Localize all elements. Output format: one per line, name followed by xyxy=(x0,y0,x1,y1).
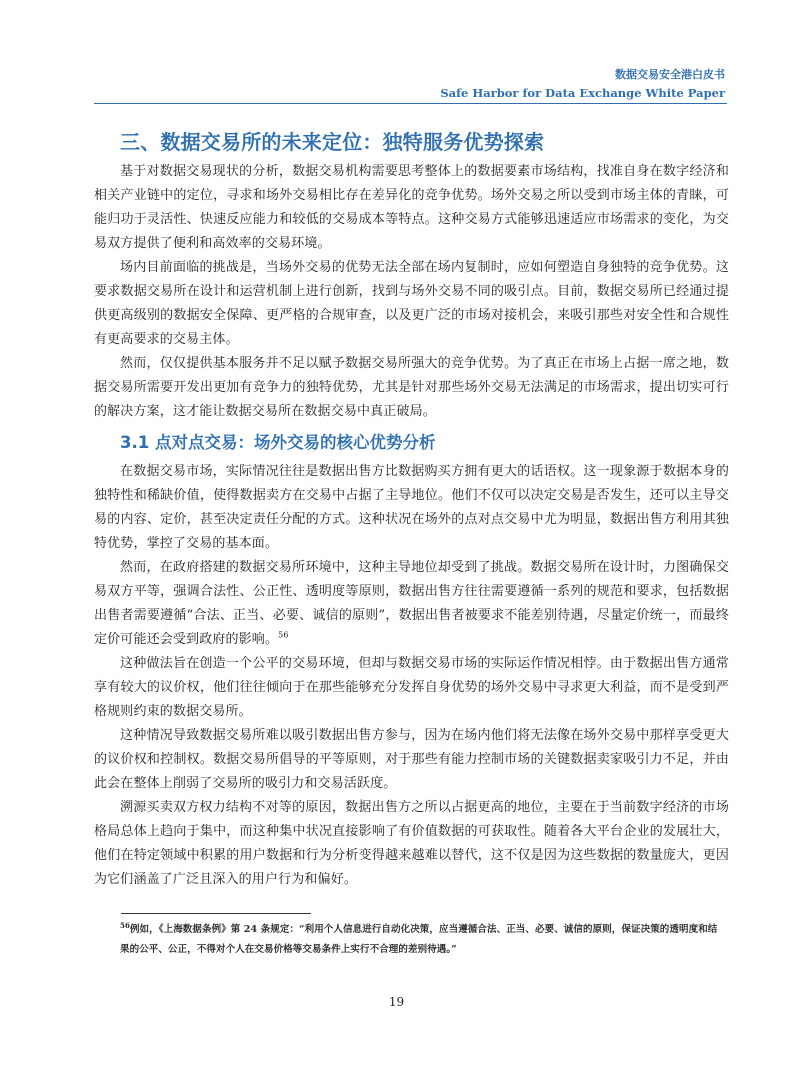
page-number: 19 xyxy=(388,995,405,1009)
footnote-divider xyxy=(121,913,311,914)
footnote xyxy=(120,920,725,960)
subsection-paragraph-1: 在数据交易市场，实际情况往往是数据出售方比数据购买方拥有更大的话语权。这一现象源于数据本身的独特性和稀缺价值，使得数据卖方在交易中占据了主导地位。他们不仅可以决定交易是否发生，还可以主导交易的内容、定价，甚至决定责任分配的方式。这种状况在场外的点对点交易中尤为明显，数据出售方利用其独特优势，掌控了交易的基本面。 xyxy=(94,464,729,551)
footnote-text: 例如，《上海数据条例》第 24 条规定：“利用个人信息进行自动化决策，应当遵循合法、正当、必要、诚信的原则，保证决策的透明度和结果的公平、公正，不得对个人在交易价格等交易条件上实行不合理的差别待遇。” xyxy=(120,924,718,955)
section-paragraph-3: 然而，仅仅提供基本服务并不足以赋予数据交易所强大的竞争优势。为了真正在市场上占据一席之地，数据交易所需要开发出更加有竞争力的独特优势，尤其是针对那些场外交易无法满足的市场需求，提出切实可行的解决方案，这才能让数据交易所在数据交易中真正破局。 xyxy=(94,356,729,419)
subsection-paragraph-4: 这种情况导致数据交易所难以吸引数据出售方参与，因为在场内他们将无法像在场外交易中那样享受更大的议价权和控制权。数据交易所倡导的平等原则，对于那些有能力控制市场的关键数据卖家吸引力不足，并由此会在整体上削弱了交易所的吸引力和交易活跃度。 xyxy=(94,728,729,791)
subsection-paragraph-3: 这种做法旨在创造一个公平的交易环境，但却与数据交易市场的实际运作情况相悖。由于数据出售方通常享有较大的议价权，他们往往倾向于在那些能够充分发挥自身优势的场外交易中寻求更大利益，而不是受到严格规则约束的数据交易所。 xyxy=(94,656,729,719)
subsection-heading: 3.1 点对点交易：场外交易的核心优势分析 xyxy=(120,433,436,452)
section-paragraph-2: 场内目前面临的挑战是，当场外交易的优势无法全部在场内复制时，应如何塑造自身独特的竞争优势。这要求数据交易所在设计和运营机制上进行创新，找到与场外交易不同的吸引点。目前，数据交易所已经通过提供更高级别的数据安全保障、更严格的合规审查，以及更广泛的市场对接机会，来吸引那些对安全性和合规性有更高要求的交易主体。 xyxy=(94,260,729,347)
section-heading: 三、数据交易所的未来定位：独特服务优势探索 xyxy=(120,130,545,154)
footnote-reference[interactable]: 56 xyxy=(278,630,289,640)
header-title-en: Safe Harbor for Data Exchange White Paper xyxy=(440,86,725,100)
main-content xyxy=(94,126,729,892)
subsection-paragraph-2 xyxy=(94,556,729,652)
header-title-cn: 数据交易安全港白皮书 xyxy=(615,68,725,81)
subsection-paragraph-2-text: 然而，在政府搭建的数据交易所环境中，这种主导地位却受到了挑战。数据交易所在设计时，力图确保交易双方平等，强调合法性、公正性、透明度等原则，数据出售方往往需要遵循一系列的规范和要求，包括数据出售者需要遵循“合法、正当、必要、诚信的原则”，数据出售者被要求不能差别待遇，尽量定价统一，而最终定价可能还会受到政府的影响。 xyxy=(94,560,729,647)
subsection-paragraph-5: 溯源买卖双方权力结构不对等的原因，数据出售方之所以占据更高的地位，主要在于当前数字经济的市场格局总体上趋向于集中，而这种集中状况直接影响了有价值数据的可获取性。随着各大平台企业的发展壮大，他们在特定领域中积累的用户数据和行为分析变得越来越难以替代，这不仅是因为这些数据的数量庞大，更因为它们涵盖了广泛且深入的用户行为和偏好。 xyxy=(94,800,729,887)
header-divider xyxy=(94,103,727,104)
footnote-number: 56 xyxy=(120,920,130,930)
section-paragraph-1: 基于对数据交易现状的分析，数据交易机构需要思考整体上的数据要素市场结构，找准自身在数字经济和相关产业链中的定位，寻求和场外交易相比存在差异化的竞争优势。场外交易之所以受到市场主体的青睐，可能归功于灵活性、快速反应能力和较低的交易成本等特点。这种交易方式能够迅速适应市场需求的变化，为交易双方提供了便利和高效率的交易环境。 xyxy=(94,164,729,251)
running-header xyxy=(440,66,725,102)
